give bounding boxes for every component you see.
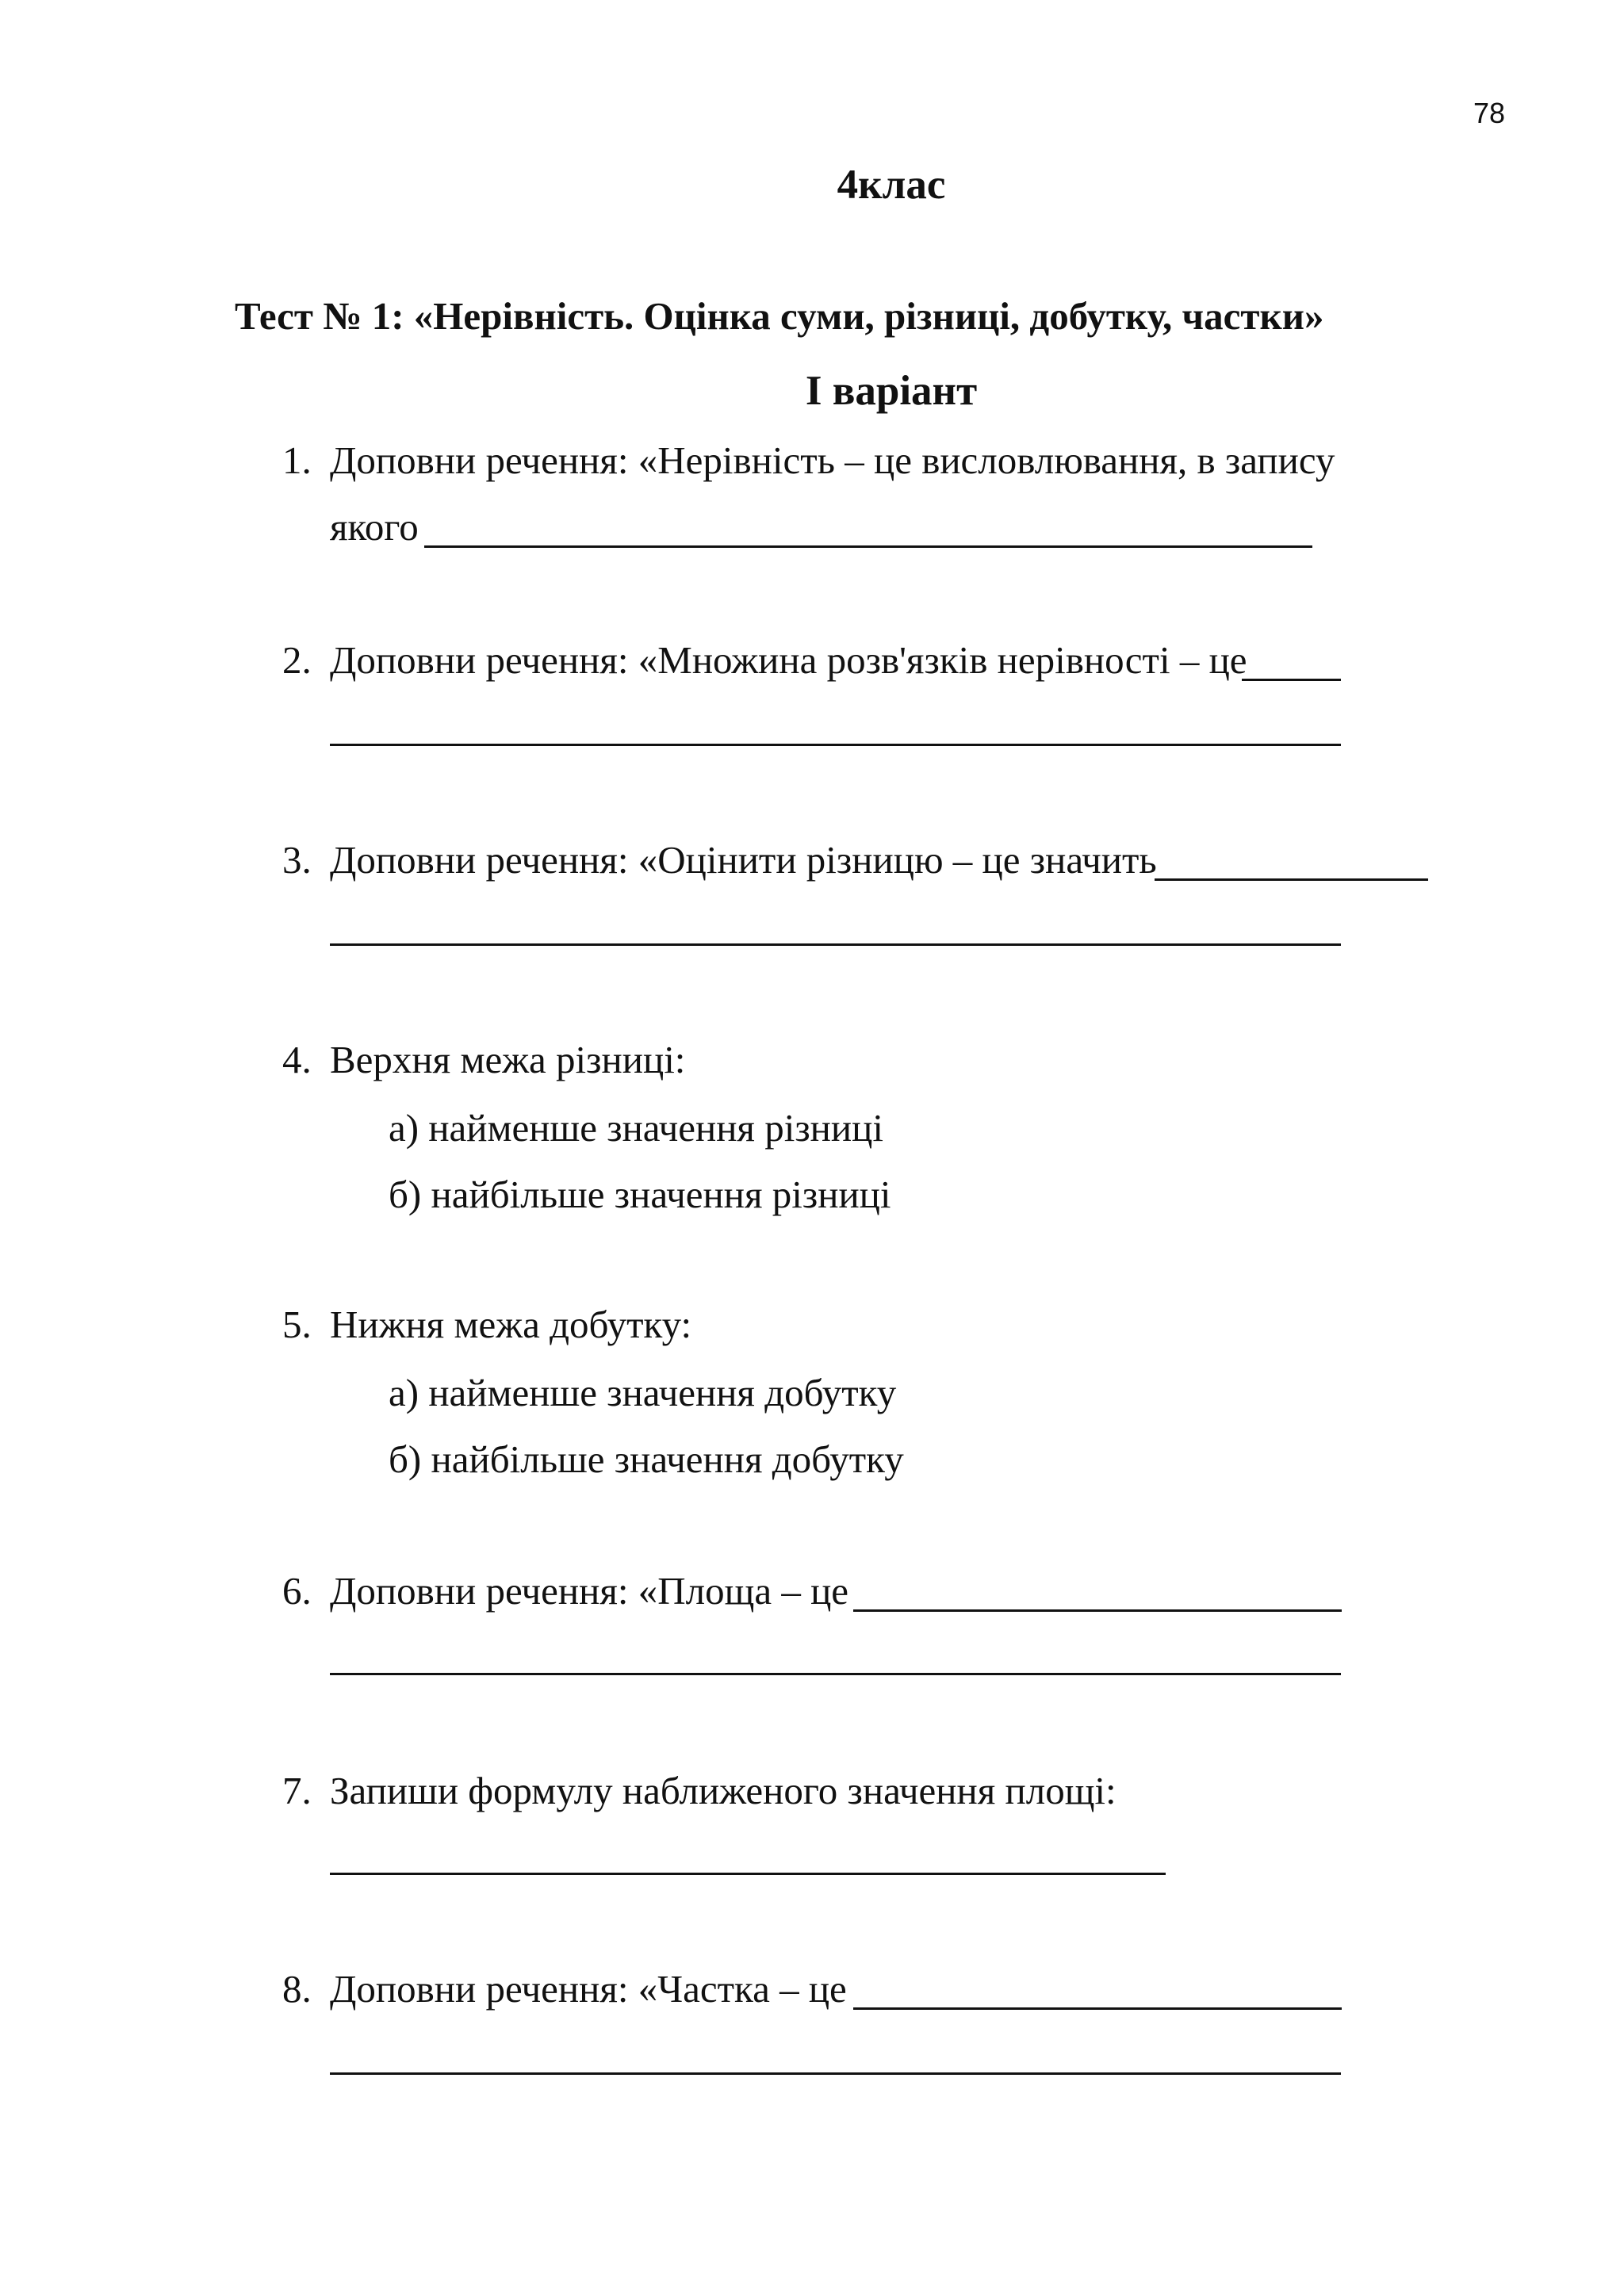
question-text: Доповни речення: «Оцінити різницю – це значить xyxy=(330,838,1157,882)
question-number: 3. xyxy=(282,838,312,882)
grade-heading: 4клас xyxy=(837,162,946,208)
question-number: 2. xyxy=(282,638,312,682)
question-text: Доповни речення: «Частка – це xyxy=(330,1967,847,2011)
answer-blank-line xyxy=(330,943,1341,946)
question-number: 4. xyxy=(282,1038,312,1081)
question-text-continued: якого xyxy=(330,505,419,549)
question-text: Доповни речення: «Нерівність – це висловлювання, в запису xyxy=(330,438,1335,482)
test-title: Тест № 1: «Нерівність. Оцінка суми, різниці, добутку, частки» xyxy=(235,294,1324,338)
question-number: 5. xyxy=(282,1303,312,1346)
answer-option-b: б) найбільше значення добутку xyxy=(389,1437,904,1481)
answer-blank-line xyxy=(330,744,1341,746)
variant-heading: І варіант xyxy=(805,368,978,414)
question-number: 7. xyxy=(282,1769,312,1812)
answer-blank-line xyxy=(1242,679,1341,681)
answer-option-a: а) найменше значення добутку xyxy=(389,1371,897,1414)
answer-option-b: б) найбільше значення різниці xyxy=(389,1173,891,1216)
question-number: 6. xyxy=(282,1569,312,1613)
question-text: Нижня межа добутку: xyxy=(330,1303,692,1346)
question-text: Верхня межа різниці: xyxy=(330,1038,686,1081)
answer-blank-line xyxy=(330,1673,1341,1675)
question-number: 1. xyxy=(282,438,312,482)
question-text: Доповни речення: «Множина розв'язків нерівності – це xyxy=(330,638,1247,682)
answer-blank-line xyxy=(1155,878,1428,881)
question-number: 8. xyxy=(282,1967,312,2011)
answer-blank-line xyxy=(853,2007,1342,2010)
answer-blank-line xyxy=(330,2072,1341,2075)
page-number: 78 xyxy=(1473,97,1506,129)
question-text: Запиши формулу наближеного значення площі: xyxy=(330,1769,1116,1812)
answer-blank-line xyxy=(853,1609,1342,1612)
question-text: Доповни речення: «Площа – це xyxy=(330,1569,849,1613)
answer-option-a: а) найменше значення різниці xyxy=(389,1106,883,1150)
answer-blank-line xyxy=(330,1873,1166,1875)
answer-blank-line xyxy=(424,545,1312,548)
